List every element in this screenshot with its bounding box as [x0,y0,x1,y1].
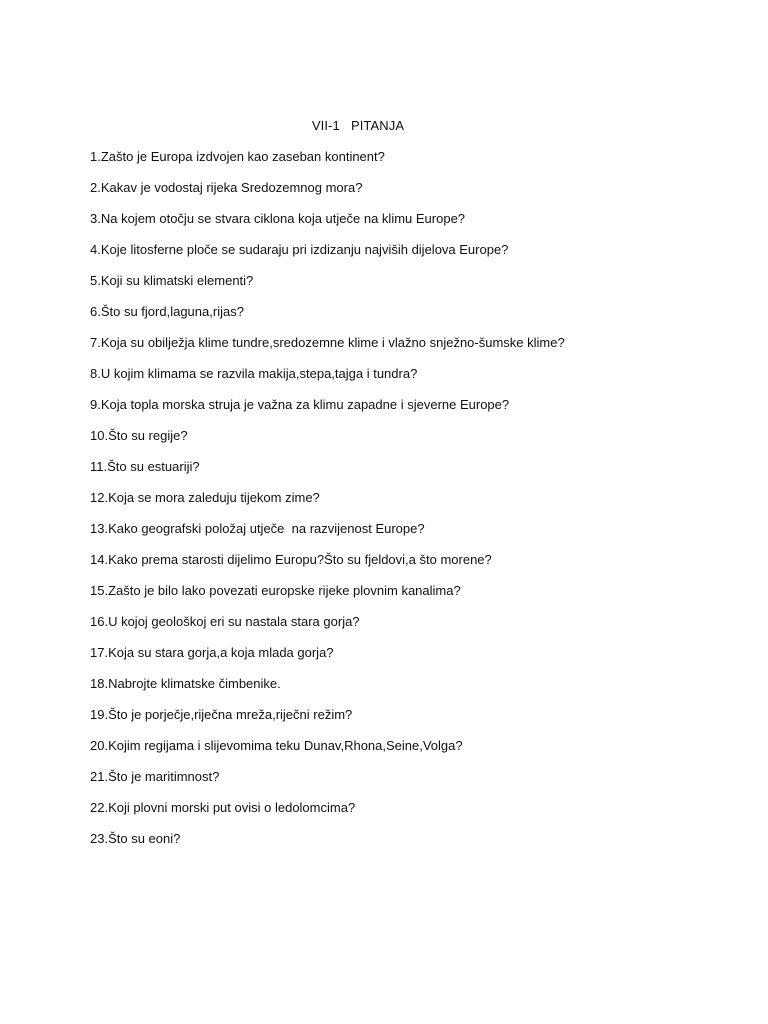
question-item: 17.Koja su stara gorja,a koja mlada gorja? [90,645,334,660]
question-item: 19.Što je porječje,riječna mreža,riječni režim? [90,707,353,722]
question-item: 8.U kojim klimama se razvila makija,stepa,tajga i tundra? [90,366,418,381]
question-item: 4.Koje litosferne ploče se sudaraju pri izdizanju najviših dijelova Europe? [90,242,509,257]
question-item: 18.Nabrojte klimatske čimbenike. [90,676,281,691]
question-item: 23.Što su eoni? [90,831,181,846]
question-item: 10.Što su regije? [90,428,188,443]
question-item: 15.Zašto je bilo lako povezati europske rijeke plovnim kanalima? [90,583,461,598]
question-item: 2.Kakav je vodostaj rijeka Sredozemnog mora? [90,180,363,195]
question-item: 5.Koji su klimatski elementi? [90,273,254,288]
question-item: 7.Koja su obilježja klime tundre,sredozemne klime i vlažno snježno-šumske klime? [90,335,565,350]
question-item: 14.Kako prema starosti dijelimo Europu?Što su fjeldovi,a što morene? [90,552,492,567]
question-item: 13.Kako geografski položaj utječe na razvijenost Europe? [90,521,425,536]
question-item: 1.Zašto je Europa izdvojen kao zaseban kontinent? [90,149,385,164]
question-item: 21.Što je maritimnost? [90,769,220,784]
question-item: 9.Koja topla morska struja je važna za klimu zapadne i sjeverne Europe? [90,397,510,412]
question-item: 6.Što su fjord,laguna,rijas? [90,304,244,319]
page-title: VII-1 PITANJA [311,118,405,133]
question-item: 12.Koja se mora zaleduju tijekom zime? [90,490,320,505]
question-item: 11.Što su estuariji? [90,459,200,474]
question-item: 16.U kojoj geološkoj eri su nastala stara gorja? [90,614,360,629]
question-list [90,148,565,861]
question-item: 20.Kojim regijama i slijevomima teku Dunav,Rhona,Seine,Volga? [90,738,463,753]
question-item: 22.Koji plovni morski put ovisi o ledolomcima? [90,800,356,815]
question-item: 3.Na kojem otočju se stvara ciklona koja utječe na klimu Europe? [90,211,466,226]
